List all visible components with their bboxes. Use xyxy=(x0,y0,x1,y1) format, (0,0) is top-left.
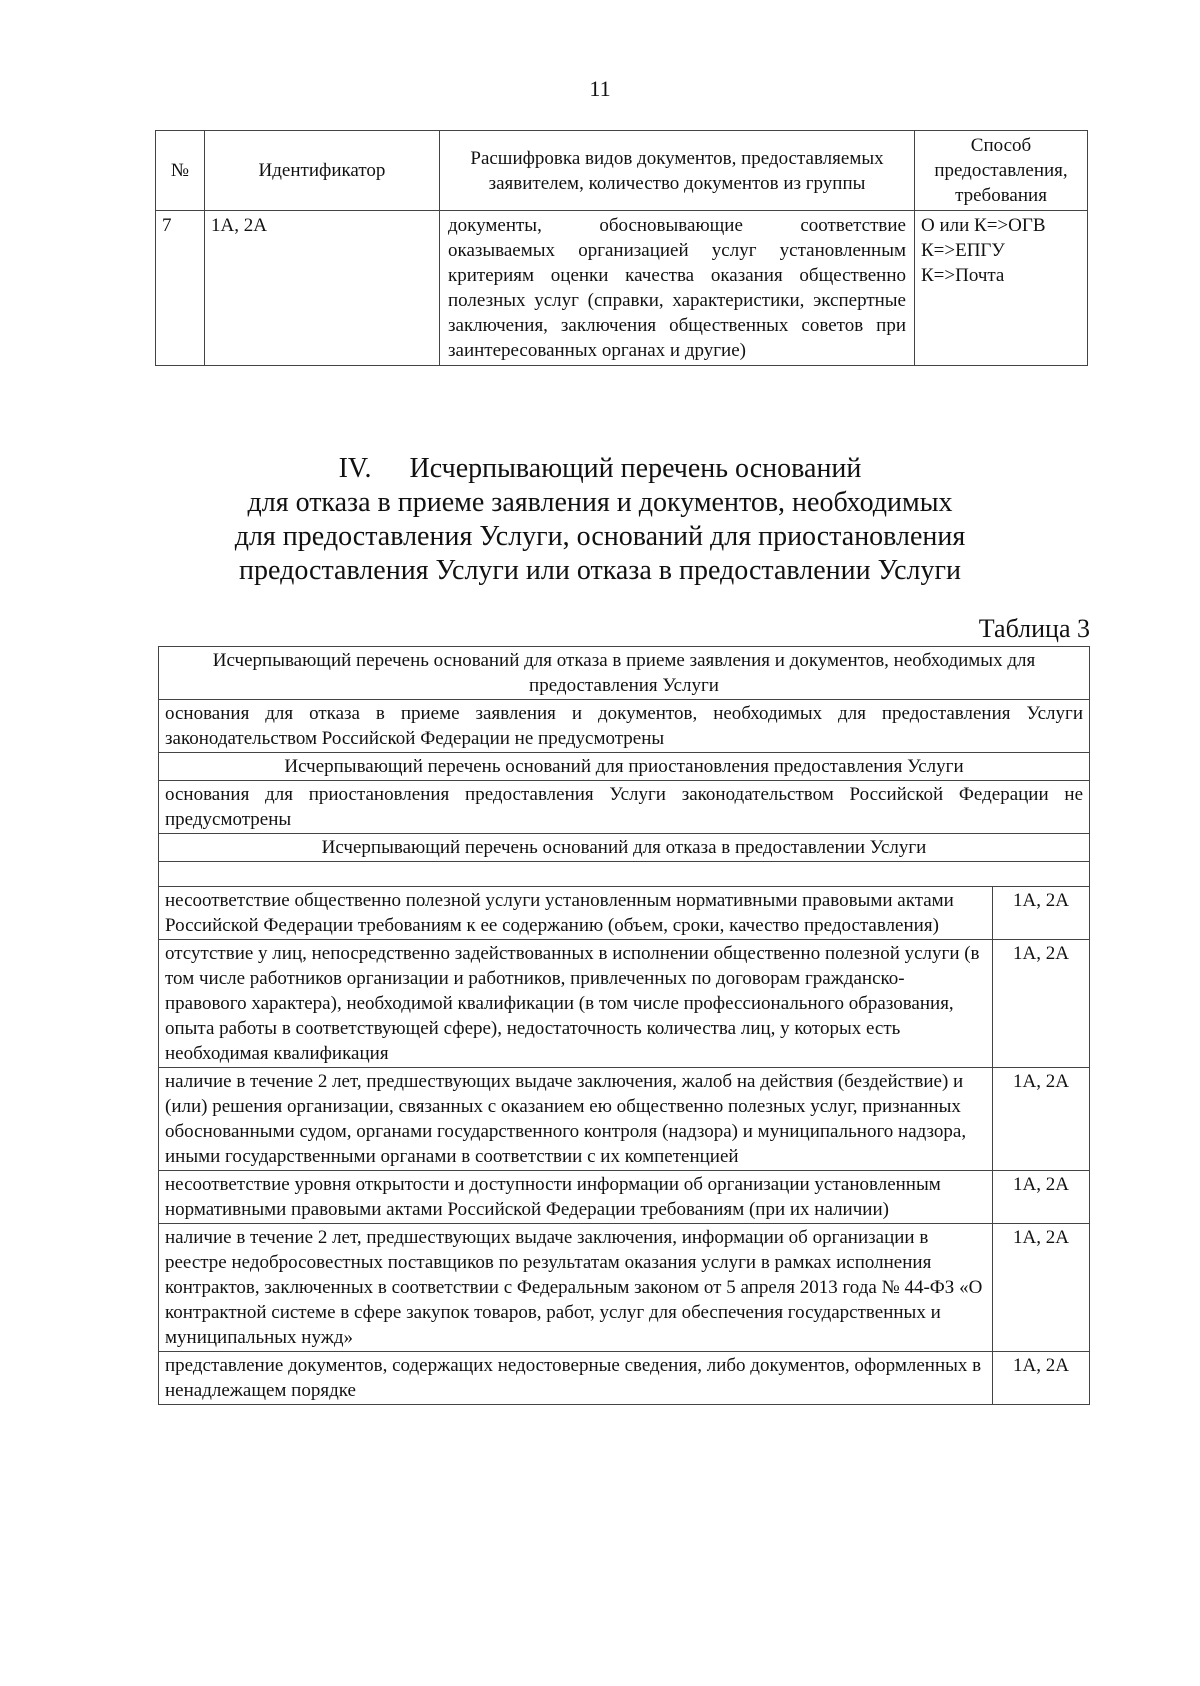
suspension-text: основания для приостановления предоставления Услуги законодательством Российской Федерации не предусмотрены xyxy=(159,781,1090,834)
documents-table-header xyxy=(156,131,1088,211)
service-refusal-header: Исчерпывающий перечень оснований для отказа в предоставлении Услуги xyxy=(159,834,1090,862)
method-line: К=>ЕПГУ xyxy=(921,240,1005,261)
refusal-ground-text: отсутствие у лиц, непосредственно задействованных в исполнении общественно полезной услуги (в том числе работников организации и работников, привлеченных по договорам гражданско-правового характера), необходимой квалификации (в том числе профессионального образования, опыта работы в соответствующей сфере), недостаточность количества лиц, у которых есть необходимая квалификация xyxy=(159,940,993,1068)
section-heading-line: для отказа в приеме заявления и документов, необходимых xyxy=(247,487,953,518)
table-row xyxy=(159,753,1090,781)
table-caption: Таблица 3 xyxy=(978,614,1090,643)
header-method: Способ предоставления, требования xyxy=(915,131,1088,211)
table-row xyxy=(159,1224,1090,1352)
section-heading-line xyxy=(0,452,1200,486)
reception-refusal-text: основания для отказа в приеме заявления и документов, необходимых для предоставления Услуги законодательством Российской Федерации не предусмотрены xyxy=(159,700,1090,753)
refusal-ground-text: наличие в течение 2 лет, предшествующих выдаче заключения, информации об организации в реестре недобросовестных поставщиков по результатам оказания услуги в рамках исполнения контрактов, заключенных в соответствии с Федеральным законом от 5 апреля 2013 года № 44-ФЗ «О контрактной системе в сфере закупок товаров, работ, услуг для обеспечения государственных и муниципальных нужд» xyxy=(159,1224,993,1352)
refusal-ground-text: несоответствие общественно полезной услуги установленным нормативными правовыми актами Российской Федерации требованиям к ее содержанию (объем, сроки, качество предоставления) xyxy=(159,887,993,940)
section-heading-line: для предоставления Услуги, оснований для приостановления xyxy=(234,521,966,552)
refusal-ground-code: 1А, 2А xyxy=(993,1171,1090,1224)
refusal-ground-text: наличие в течение 2 лет, предшествующих выдаче заключения, жалоб на действия (бездействие) и (или) решения организации, связанных с оказанием ею общественно полезных услуг, признанных обоснованными судом, органами государственного контроля (надзора) и муниципального надзора, иными государственными органами в соответствии с их компетенцией xyxy=(159,1068,993,1171)
header-identifier: Идентификатор xyxy=(205,131,440,211)
table-row xyxy=(159,647,1090,700)
method-line: К=>Почта xyxy=(921,265,1005,286)
empty-cell xyxy=(159,862,1090,887)
table-row-spacer xyxy=(159,862,1090,887)
row-method xyxy=(915,211,1088,366)
refusal-ground-text: несоответствие уровня открытости и доступности информации об организации установленным нормативными правовыми актами Российской Федерации требованиям (при их наличии) xyxy=(159,1171,993,1224)
grounds-table xyxy=(158,646,1090,1405)
row-no: 7 xyxy=(156,211,205,366)
reception-refusal-header: Исчерпывающий перечень оснований для отказа в приеме заявления и документов, необходимых для предоставления Услуги xyxy=(159,647,1090,700)
table-row xyxy=(159,940,1090,1068)
row-description: документы, обосновывающие соответствие оказываемых организацией услуг установленным критериям оценки качества оказания общественно полезных услуг (справки, характеристики, экспертные заключения, заключения общественных советов при заинтересованных органах и другие) xyxy=(440,211,915,366)
row-identifier: 1А, 2А xyxy=(205,211,440,366)
table-row xyxy=(156,211,1088,366)
suspension-header: Исчерпывающий перечень оснований для приостановления предоставления Услуги xyxy=(159,753,1090,781)
table-row xyxy=(159,887,1090,940)
method-line: О или К=>ОГВ xyxy=(921,215,1046,236)
table-row xyxy=(159,1068,1090,1171)
table-row xyxy=(159,834,1090,862)
refusal-ground-code: 1А, 2А xyxy=(993,1352,1090,1405)
documents-table xyxy=(155,130,1088,366)
table-row xyxy=(159,781,1090,834)
table-row xyxy=(159,1171,1090,1224)
refusal-ground-text: представление документов, содержащих недостоверные сведения, либо документов, оформленных в ненадлежащем порядке xyxy=(159,1352,993,1405)
table-row xyxy=(159,700,1090,753)
section-heading xyxy=(0,452,1200,588)
header-description: Расшифровка видов документов, предоставляемых заявителем, количество документов из группы xyxy=(440,131,915,211)
section-heading-text: Исчерпывающий перечень оснований xyxy=(409,453,862,484)
section-heading-line: предоставления Услуги или отказа в предоставлении Услуги xyxy=(239,555,961,586)
header-no: № xyxy=(156,131,205,211)
section-number: IV. xyxy=(338,453,372,484)
refusal-ground-code: 1А, 2А xyxy=(993,940,1090,1068)
refusal-ground-code: 1А, 2А xyxy=(993,887,1090,940)
refusal-ground-code: 1А, 2А xyxy=(993,1068,1090,1171)
refusal-ground-code: 1А, 2А xyxy=(993,1224,1090,1352)
page-number: 11 xyxy=(589,76,611,101)
table-row xyxy=(159,1352,1090,1405)
